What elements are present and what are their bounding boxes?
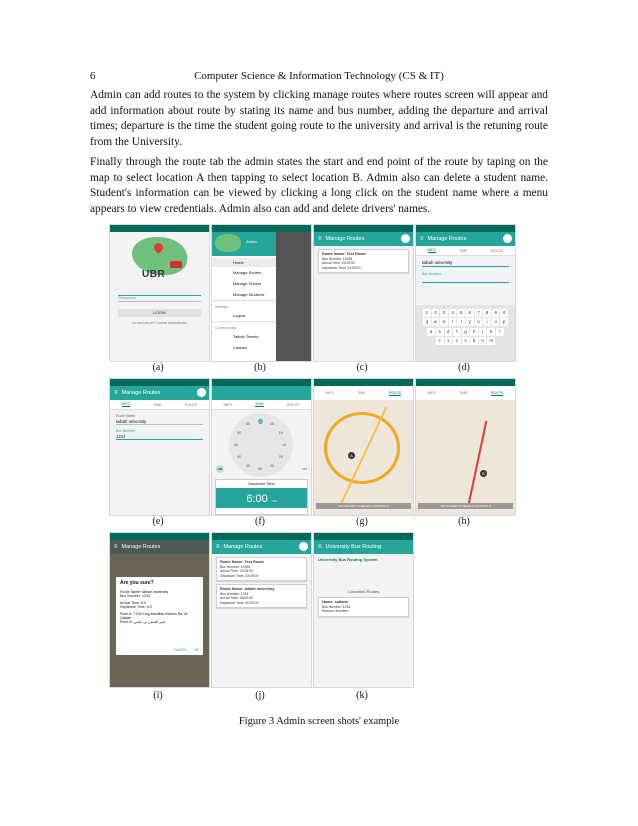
cancelled-routes-heading: Cancelled Routes [347,589,380,594]
keyboard-row [416,337,515,345]
toolbar [212,386,311,400]
caption-k: (k) [356,690,368,701]
tab-route[interactable]: ROUTE [388,390,402,395]
caption-d: (d) [458,362,470,373]
tab-info[interactable]: INFO [427,391,437,395]
key[interactable]: m [489,338,494,343]
key[interactable]: r [449,318,457,326]
key[interactable]: d [445,328,453,336]
key[interactable]: f [453,328,461,336]
screenshot-b-drawer [211,224,312,362]
dialog-departure: Departure Time: 6:0 [120,605,152,609]
key[interactable]: 3 [440,309,448,317]
toolbar [416,232,515,246]
key[interactable]: c [453,337,461,345]
departure-time-value: 6:00 [246,493,268,505]
page-number: 6 [90,70,96,82]
key[interactable]: s [436,328,444,336]
bus-icon [170,261,182,268]
drawer-item-home[interactable]: Home [212,258,276,267]
dialog-bus: Bus Number: 1234 [120,594,150,598]
add-route-button[interactable] [401,234,410,243]
key[interactable]: g [462,328,470,336]
key[interactable]: a [427,328,435,336]
app-logo-text: UBR [142,269,166,280]
toolbar [314,540,413,554]
key[interactable]: q [423,318,431,326]
am-label: AM [272,499,277,503]
route-card[interactable] [318,249,409,273]
route-card[interactable] [216,584,307,608]
drawer-item-manage-drivers[interactable]: Manage Drivers [233,281,262,286]
screenshot-h-map-b [415,378,516,516]
caption-a: (a) [152,362,164,373]
caption-b: (b) [254,362,266,373]
marker-a[interactable]: A [348,452,355,459]
password-field[interactable]: Password [118,295,136,300]
bus-number-field[interactable] [422,278,509,283]
key[interactable]: n [479,337,487,345]
save-button[interactable] [503,234,512,243]
dialog-title: Are you sure? [120,580,154,586]
clock-number[interactable]: 55 [246,422,250,427]
keyboard-row [416,309,515,317]
clock-number[interactable]: 45 [234,443,238,447]
tab-route[interactable]: ROUTE [490,248,504,253]
map-hint: TAP ON MAP TO SELECT LOCATION B [418,503,513,509]
key[interactable]: 9 [492,309,500,317]
keyboard [416,305,515,361]
ring-road [324,412,400,484]
screenshot-a-login [109,224,210,362]
am-toggle[interactable]: AM [217,467,223,471]
key[interactable]: p [500,318,508,326]
caption-h: (h) [458,516,470,527]
drawer-menu [212,256,276,361]
cancelled-reason: Reason: Accident [322,609,349,613]
key[interactable]: v [462,337,470,345]
keyboard-row [416,328,515,336]
marker-b[interactable]: B [480,470,487,477]
tab-info[interactable]: INFO [121,402,131,406]
menu-icon[interactable]: ≡ [114,544,118,550]
tab-bar [416,246,515,256]
paragraph-2: Finally through the route tab the admin states the start and end point of the route by taping on the map to select location A then tapping to select location B. Admin also can delete a student name. Student's information can be viewed by clicking a long click on the student name where a menu appears to view credentials. Admin also can add and delete drivers' names. [90,156,548,215]
toolbar [314,232,413,246]
status-bar [212,379,311,386]
toolbar-title: University Bus Routing [325,544,382,550]
key[interactable]: x [445,337,453,345]
screenshot-k-cancelled [313,532,414,688]
map-view[interactable] [416,400,515,515]
key[interactable]: k [487,328,495,336]
toolbar-title: Manage Routes [121,544,161,550]
tab-bar [416,386,515,401]
tab-bar [314,386,413,401]
departure-card [215,479,308,515]
route-bus: Bus Number: 12345 [322,256,353,261]
toolbar [212,540,311,554]
settings-section: Settings [212,300,276,310]
save-button[interactable] [197,388,206,397]
key[interactable]: e [440,318,448,326]
drawer-item-logout[interactable]: Logout [233,313,246,318]
tab-info[interactable]: INFO [223,402,233,407]
menu-icon[interactable]: ≡ [318,544,322,550]
tab-time[interactable]: TIME [255,402,264,406]
route-departure: Departure Time: 23:09:00 [220,573,259,578]
screenshot-f-time [211,378,312,516]
drawer-item-tweets[interactable]: Taibah Tweets [233,334,259,339]
figure-caption: Figure 3 Admin screen shots' example [238,716,400,727]
tab-time[interactable]: TIME [153,402,162,407]
status-bar [110,225,209,232]
dialog-point-b-value: امير الحسن بن عباس [133,620,166,624]
clock-number[interactable]: 40 [237,455,242,459]
clock-number[interactable]: 50 [237,431,242,435]
cancelled-card[interactable] [318,597,409,617]
route-departure: Departure Time: 23:09:00 [322,265,361,270]
screenshot-j-routes [211,532,312,688]
dialog-route: Route Name: taibah university [120,590,169,594]
route-arrival: Arrival Time: 23:09:00 [322,261,355,265]
clock-face[interactable] [229,413,293,477]
tab-route[interactable]: ROUTE [184,402,198,407]
menu-icon[interactable]: ≡ [318,236,322,242]
bus-number-field[interactable]: 1234 [116,434,203,440]
key[interactable]: 5 [457,309,465,317]
journal-title: Computer Science & Information Technology (CS & IT) [194,70,444,82]
key[interactable]: w [432,318,440,326]
drawer-item-manage-routes[interactable]: Manage Routes [233,270,262,275]
tab-info[interactable]: INFO [427,248,437,252]
paragraph-1: Admin can add routes to the system by clicking manage routes where routes screen will appear and add information about route by stating its name and bus number, adding the departure and arrival times; departure is the time the student going route to the university and arrival is the retuning route from the University. [90,89,548,148]
password-underline [118,301,201,302]
menu-icon[interactable]: ≡ [114,390,118,396]
status-bar [314,225,413,232]
clock-number[interactable]: 30 [258,467,262,471]
screenshot-d-info-keyboard [415,224,516,362]
key[interactable]: 2 [432,309,440,317]
key[interactable]: 6 [466,309,474,317]
communicate-section: Communicate [212,321,276,331]
caption-f: (f) [255,516,265,527]
key[interactable]: 7 [475,309,483,317]
caption-g: (g) [356,516,368,527]
route-arrival: Arrival Time: 08:00:00 [220,596,253,600]
clock-number[interactable]: 15 [282,443,286,447]
menu-icon[interactable]: ≡ [216,544,220,550]
clock-number[interactable]: 10 [278,431,283,435]
toolbar-title: Manage Routes [223,544,263,550]
route-name-field[interactable]: taibah university [116,419,203,425]
status-bar [110,379,209,386]
contact-admin-link[interactable]: No account yet? Contact Administrator [132,321,187,325]
screenshot-g-map-a [313,378,414,516]
tab-time[interactable]: TIME [459,248,468,253]
key[interactable]: t [457,318,465,326]
status-bar [314,533,413,540]
drawer-logo [215,234,241,252]
route-departure: Departure Time: 06:00:00 [220,600,259,605]
caption-e: (e) [152,516,164,527]
route-name: Route Name: taibah university [220,587,275,591]
admin-label: Admin [246,239,258,244]
cancelled-bus: Bus Number: 1234 [322,604,351,609]
map-view[interactable] [314,400,413,515]
departure-time-display[interactable] [216,488,307,508]
dialog-arrival: Arrival Time: 8:0 [120,601,146,605]
ok-button[interactable]: OK [194,648,199,652]
tab-route[interactable]: ROUTE [490,390,504,395]
drawer-item-contact[interactable]: Contact [233,345,247,350]
tab-time[interactable]: TIME [459,391,468,395]
clock-number[interactable]: 05 [270,422,274,427]
system-subtitle: University Bus Routing System [318,557,378,562]
key[interactable]: i [483,318,491,326]
key[interactable]: z [436,337,444,345]
clock-number[interactable]: 25 [270,463,274,468]
route-arrival: Arrival Time: 23:09:00 [220,569,253,573]
route-bus: Bus Number: 12345 [220,564,251,569]
key[interactable]: j [479,328,487,336]
key[interactable]: 8 [483,309,491,317]
tab-time[interactable]: TIME [357,391,366,395]
bus-number-label: Bus Number [116,429,135,433]
key[interactable]: 4 [449,309,457,317]
tab-info[interactable]: INFO [325,391,335,395]
key[interactable]: 1 [423,309,431,317]
bus-number-label: Bus Number [422,272,441,276]
status-bar [212,533,311,540]
route-card[interactable] [216,557,307,581]
screenshot-i-confirm [109,532,210,688]
key[interactable]: 0 [500,309,508,317]
toolbar-title: Manage Routes [427,236,467,242]
route-name-field[interactable]: taibah university [422,260,509,267]
clock-number[interactable]: 00 [258,419,263,424]
caption-c: (c) [356,362,368,373]
toolbar-title: Manage Routes [121,390,161,396]
scrim [276,232,311,361]
key[interactable]: y [466,318,474,326]
keyboard-row [416,318,515,326]
login-button[interactable]: LOGIN [118,309,201,317]
toolbar [110,386,209,400]
key[interactable]: b [470,337,478,345]
caption-j: (j) [255,690,265,701]
add-route-button[interactable] [299,542,308,551]
toolbar [110,540,209,554]
key[interactable]: h [470,328,478,336]
key[interactable]: o [492,318,500,326]
screenshot-e-info [109,378,210,516]
departure-time-label: Departure Time [248,482,275,486]
drawer-header [212,232,276,256]
status-bar [416,225,515,232]
cancel-button[interactable]: CANCEL [173,648,188,652]
clock-number[interactable]: 35 [246,463,250,468]
route-name: Route Name: Test Route [322,252,366,256]
status-bar [110,533,209,540]
route-name: Route Name: Test Route [220,560,264,564]
key[interactable]: l [496,328,504,336]
map-hint: TAP ON MAP TO SELECT LOCATION A [316,503,411,509]
status-bar [416,379,515,386]
status-bar [314,379,413,386]
tab-route[interactable]: ROUTE [286,402,300,407]
key[interactable]: u [475,318,483,326]
screenshot-c-routes [313,224,414,362]
pm-toggle[interactable]: PM [302,467,307,471]
cancelled-name: Name: sultane [322,600,348,604]
route-line [467,421,488,509]
tab-bar [110,400,209,410]
route-bus: Bus Number: 1234 [220,591,249,596]
running-header [90,70,548,84]
toolbar-title: Manage Routes [325,236,365,242]
confirm-dialog [116,577,203,655]
caption-i: (i) [153,690,163,701]
clock-number[interactable]: 20 [278,455,283,459]
dialog-point-b: Point B: [120,620,133,624]
status-bar [212,225,311,232]
tab-bar [212,400,311,410]
drawer-item-manage-students[interactable]: Manage Students [233,292,265,297]
dialog-point-a: Point A: 7126 King Abdullah Branch Rd, Al Udaiah [120,612,188,620]
menu-icon[interactable]: ≡ [420,236,424,242]
route-name-label: Route Name [116,414,136,418]
